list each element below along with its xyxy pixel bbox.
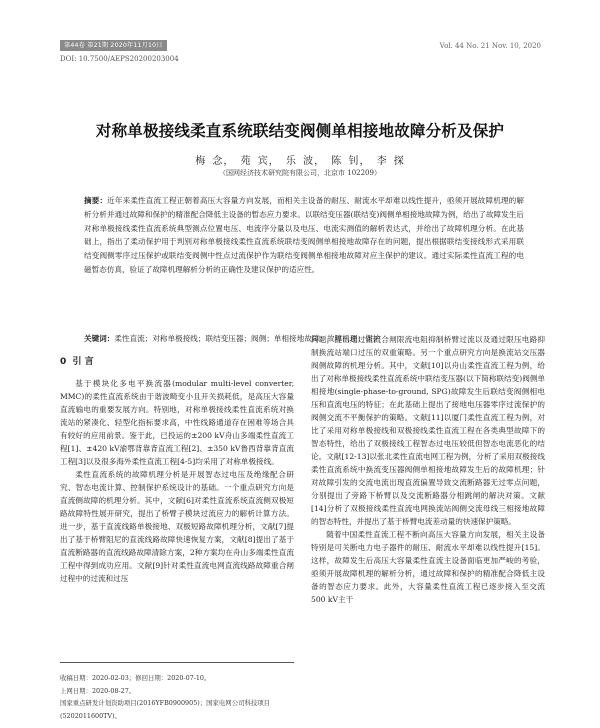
- doi: DOI: 10.7500/AEPS20200203004: [60, 55, 179, 63]
- paragraph: 问题，提出通过直流合闸限流电阻抑制桥臂过流以及通过限压电路抑制换流站端口过压的双重策略。另一个重点研究方向是换流站交压器阀侧故障的机理分析。其中，文献[10]以舟山柔性直流工程为例，给出了对称单极接线柔性直流系统中联结变压器(以下简称联结变)阀侧单相接地(single-phase-to-ground, SPG)故障发生后联结变阀侧相电压和直流电压的特征；在此基础上提出了接地电压器零序过流保护的阀侧交流不平衡保护的策略。文献[11]以厦门柔性直流工程为例，对比了采用对称单极接线和双极接线柔性直流工程在各类典型故障下的智态特性，给出了双极接线工程智态过电压较低但智态电流恶化的结论。文献[12-13]以张北柔性直流电网工程为例，分析了采用双极接线柔性直流系统中换流变压器阀侧单相接地故障发生后的故障机理；针对故障引发的交流电流出现直流偏置导致交流断路器无过零点问题，分别提出了旁路下桥臂以及交流断路器分相跳闸的解决对策。文献[14]分析了双极接线柔性直流电网换流站阀侧交流母线三相接地故障的智态特性，并提出了基于桥臂电流差动量的快速保护策略。: [311, 335, 545, 526]
- left-column: [60, 356, 294, 585]
- abstract: [84, 194, 524, 277]
- section-title: 引 言: [72, 357, 94, 367]
- section-heading: [60, 356, 294, 369]
- journal-header: [60, 40, 541, 51]
- right-column: [311, 333, 545, 606]
- keywords-label: 关键词：: [84, 334, 115, 343]
- paper-title: 对称单极接线柔直系统联结变阀侧单相接地故障分析及保护: [95, 122, 505, 140]
- paragraph: 柔性直流系统的故障机理分析是开展智态过电压及绝缘配合研究、智态电流计算、控制保护系统设计的基础。一个重点研究方向是直流侧故障的机理分析。其中，文献[6]对柔性直流系统直流侧双极短路故障特性展开研究，提出了桥臂子模块过流应力的解析计算方法。进一步，基于直流线路单极接地、双极短路故障机理分析，文献[7]提出了基于桥臂阻尼的直流线路故障快速恢复方案，文献[8]提出了基于直流断路器的直流线路故障清除方案，2种方案均在舟山多端柔性直流工程中得到成功应用。文献[9]针对柔性直流电网直流线路故障重合闸过程中的过流和过压: [60, 470, 294, 583]
- paragraph: 随着中国柔性直流工程不断向高压大容量方向发展，相关主设备特别是可关断电力电子器件的耐压、耐流水平却难以线性提升[15]。这样，故障发生后高压大容量柔性直流主设备面临更加严峻的考验，亟须开展故障机理的解析分析，通过故障和保护的精准配合降低主设备的智态应力要求。此外，大容量柔性直流工程已逐步接入至交流500 kV主干: [311, 530, 545, 604]
- footnote-funding: 国家重点研发计划资助项目(2016YFB0900905)；国家电网公司科技项目(5202011600TV)。: [60, 699, 271, 720]
- abstract-text: 近年来柔性直流工程正朝着高压大容量方向发展，而相关主设备的耐压、耐流水平却难以线性提升，亟须开展故障机理的解析分析并通过故障和保护的精准配合降低主设备的暂态应力要求。以联结变压器(联结变)阀侧单相接地故障为例，给出了故障发生后对称单极接线柔性直流系统典型测点位置电压、电流序分量以及电压、电流实测值的解析表达式，并给出了故障机理分析。在此基础上，指出了柔动保护用于判别对称单极接线柔性直流系统联结变阀侧单相接地故障存在的问题，提出根据联结变接线形式采用联结变阀侧零序过压保护或联结变阀侧中性点过流保护作为联结变阀侧单相接地故障对应主保护的建议。通过实际柔性直流工程的电磁暂态仿真，验证了故障机理解析分析的正确性及建议保护的适应性。: [84, 196, 525, 274]
- footnotes: [60, 672, 300, 722]
- journal-issue-badge: 第44卷 第21期 2020年11月10日: [60, 40, 167, 51]
- paragraph: 基于模块化多电平换流器(modular multi-level converter, MMC)的柔性直流系统由于谐波畸变小且开关损耗低，是高压大容量直流输电的重要发展方向。特别地，对称单极接线柔性直流系统对换流站的紧凑化、轻型化指标要求高，中性线路通道存在困难等场合具有较好的应用前景。鉴于此，已投运的±200 kV舟山多端柔性直流工程[1]、±420 kV渝鄂背靠背直流工程[2]、±350 kV鲁西背靠背直流工程[3]以及很多海外柔性直流工程[4-5]均采用了对称单极接线。: [60, 379, 294, 466]
- footnote-received: 收稿日期：2020-02-03；修回日期：2020-07-10。: [60, 674, 211, 682]
- keywords-text: 柔性直流；对称单极接线；联结变压器；阀侧；单相接地故障；故障机理；保护: [114, 334, 381, 343]
- author-list: 梅 念， 苑 宾， 乐 波， 陈 钊， 李 探: [195, 156, 405, 167]
- journal-volume: Vol. 44 No. 21 Nov. 10, 2020: [439, 41, 541, 50]
- section-number: 0: [60, 357, 67, 367]
- abstract-label: 摘要：: [84, 196, 108, 205]
- footnote-online: 上网日期：2020-08-27。: [60, 686, 136, 695]
- affiliation: （国网经济技术研究院有限公司，北京市 102209）: [219, 169, 381, 177]
- footnote-divider: [60, 662, 294, 663]
